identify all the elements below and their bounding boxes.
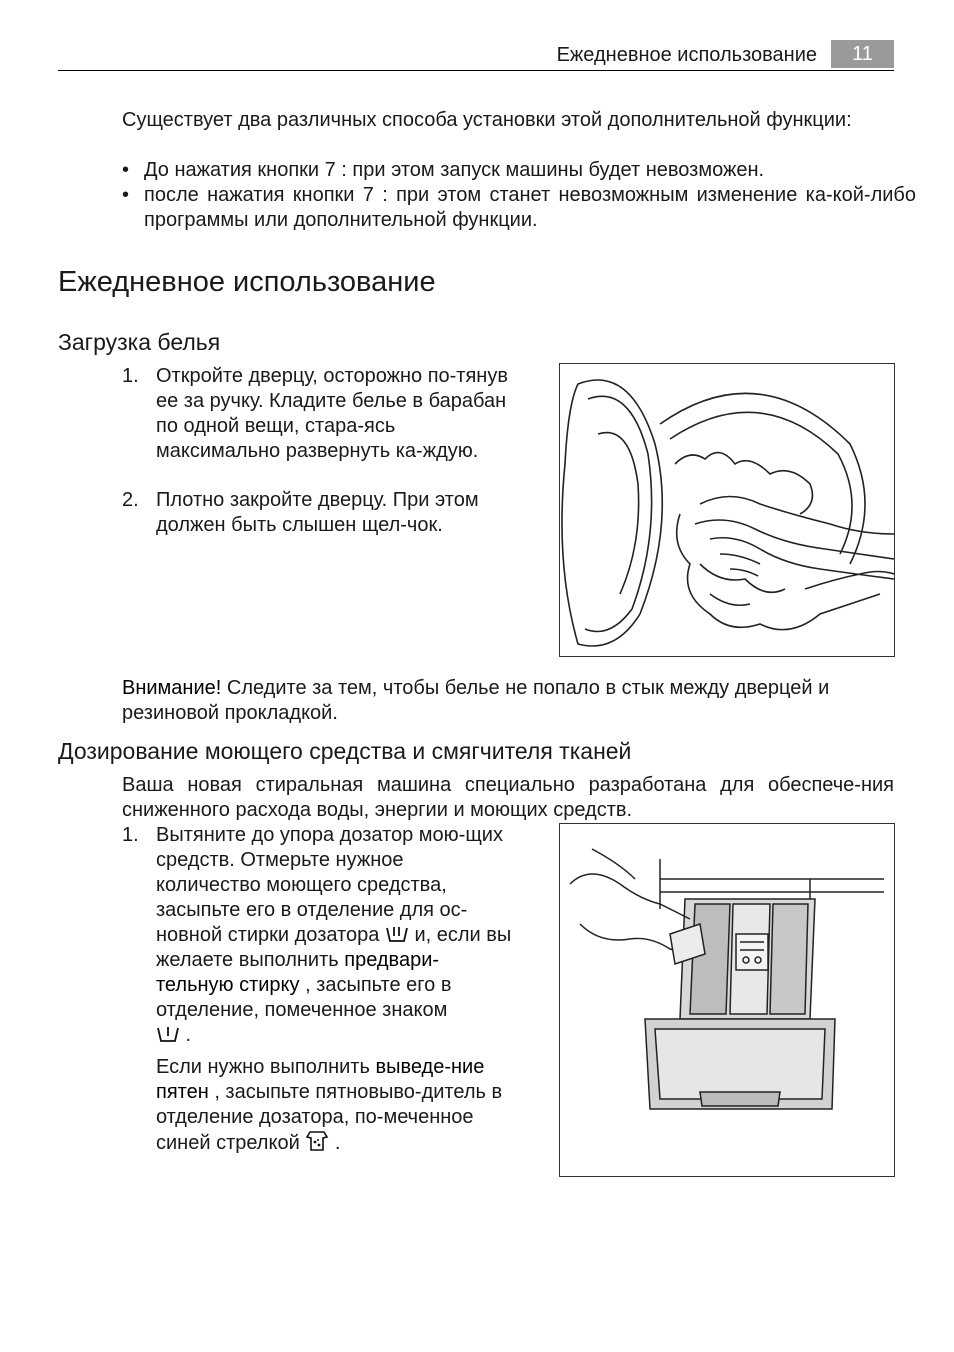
warning-paragraph	[122, 676, 894, 726]
warning-label: Внимание!	[122, 677, 222, 699]
bullet-text: : при этом станет невозможным изменение ка-кой-либо программы или дополнительной функции.	[144, 184, 916, 231]
button-number: 7	[324, 159, 336, 181]
step-text: Если нужно выполнить	[156, 1056, 376, 1078]
step-number: 1.	[122, 365, 139, 387]
intro-paragraph: Существует два различных способа установки этой дополнительной функции:	[122, 109, 852, 131]
intro-bullet-2	[122, 183, 916, 233]
header-divider	[58, 70, 894, 71]
section-title: Ежедневное использование	[58, 266, 436, 298]
stain-term: выведе-ние пятен	[156, 1056, 485, 1103]
dosing-title: Дозирование моющего средства и смягчителя тканей	[58, 738, 632, 764]
running-header-title: Ежедневное использование	[556, 44, 817, 66]
button-number: 7	[362, 184, 374, 206]
prewash-icon	[156, 1024, 180, 1044]
stain-remover-icon	[305, 1130, 329, 1152]
step-text: , засыпьте пятновыво-дитель в отделение дозатора, по-меченное синей стрелкой	[156, 1081, 503, 1154]
bullet-text: До нажатия кнопки	[144, 159, 325, 181]
bullet-text: после нажатия кнопки	[144, 184, 363, 206]
step-number: 1.	[122, 824, 139, 846]
page-number: 11	[831, 40, 894, 68]
dispenser-drawing	[560, 824, 894, 1176]
step-text: .	[329, 1132, 341, 1154]
step-text: Плотно закройте дверцу. При этом должен быть слышен щел-чок.	[156, 489, 479, 536]
bullet-text: : при этом запуск машины будет невозможен.	[335, 159, 765, 181]
step-text: .	[180, 1024, 192, 1046]
bullet-dot: •	[122, 159, 130, 181]
loading-step-1	[122, 364, 512, 464]
loading-step-2	[122, 488, 506, 538]
step-text: Вытяните до упора дозатор мою-щих средств. Отмерьте нужное количество моющего средства, засыпьте его в отделение для ос-новной стирки дозатора	[156, 824, 503, 946]
dosing-intro: Ваша новая стиральная машина специально разработана для обеспече-ния сниженного расхода воды, энергии и моющих средств.	[122, 774, 894, 821]
loading-title: Загрузка белья	[58, 329, 221, 355]
dosing-step-1	[122, 823, 513, 1048]
step-text: и, если вы желаете выполнить	[156, 924, 512, 971]
intro-bullet-1	[122, 158, 916, 183]
warning-text: Следите за тем, чтобы белье не попало в стык между дверцей и резиновой прокладкой.	[122, 677, 830, 724]
drum-drawing	[560, 364, 894, 656]
step-number: 2.	[122, 489, 139, 511]
prewash-term: предвари-тельную стирку	[156, 949, 440, 996]
stain-paragraph	[156, 1055, 508, 1156]
bullet-dot: •	[122, 184, 130, 206]
step-text: , засыпьте его в отделение, помеченное знаком	[156, 974, 452, 1021]
detergent-dispenser-illustration	[559, 823, 895, 1177]
loading-laundry-illustration	[559, 363, 895, 657]
main-wash-icon	[385, 924, 409, 944]
step-text: Откройте дверцу, осторожно по-тянув ее за ручку. Кладите белье в барабан по одной вещи, стара-ясь максимально развернуть ка-ждую.	[156, 365, 508, 462]
